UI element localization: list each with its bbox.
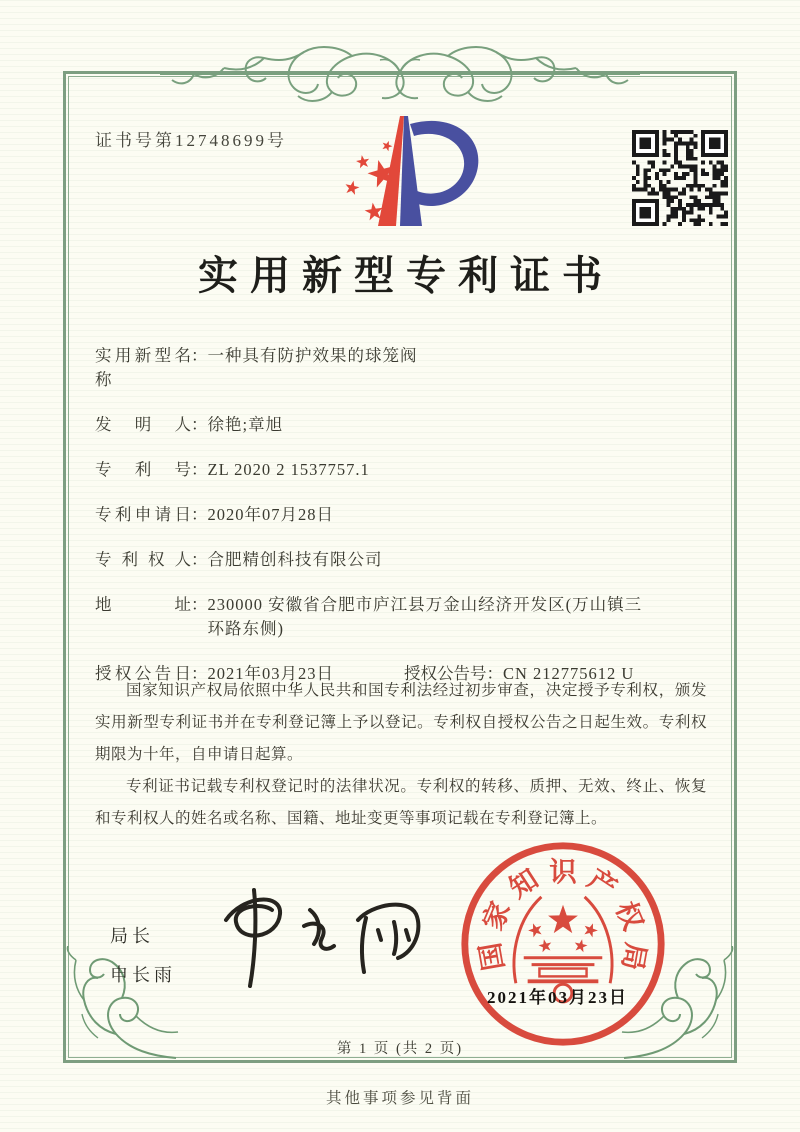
field-row-filing-date	[95, 503, 707, 527]
field-row-address	[95, 593, 707, 641]
field-colon: ：	[191, 346, 208, 365]
top-ornament-flourish	[160, 38, 640, 110]
field-colon: ：	[191, 505, 208, 524]
field-value: 230000 安徽省合肥市庐江县万金山经济开发区(万山镇三环路东侧)	[207, 595, 643, 638]
field-row-patent-number	[95, 458, 707, 482]
field-value: 一种具有防护效果的球笼阀	[207, 346, 418, 365]
official-seal	[455, 836, 671, 1052]
field-label: 专利权人	[95, 550, 191, 569]
grant-date-value: 2021年03月23日	[207, 664, 334, 683]
commissioner-title: 局长	[110, 926, 154, 946]
field-label: 实用新型名称	[95, 346, 191, 389]
commissioner-name: 申长雨	[110, 965, 176, 985]
field-row-patentee	[95, 548, 707, 572]
field-row-inventor	[95, 413, 707, 437]
field-value: 合肥精创科技有限公司	[207, 550, 383, 569]
field-label: 专利号	[95, 460, 191, 479]
seal-date: 2021年03月23日	[487, 988, 628, 1007]
grant-number-value: CN 212775612 U	[503, 664, 635, 683]
seal-char: 识	[549, 857, 577, 888]
legal-text	[95, 675, 707, 835]
field-colon: ：	[191, 550, 208, 569]
field-colon: ：	[191, 595, 208, 614]
seal-char: 产	[582, 863, 622, 904]
field-colon: ：	[191, 460, 208, 479]
field-label: 授权公告号	[404, 664, 487, 683]
seal-char: 国	[475, 940, 510, 973]
qr-code	[632, 130, 728, 226]
certificate-number: 证书号第12748699号	[95, 131, 287, 150]
legal-paragraph-1: 国家知识产权局依照中华人民共和国专利法经过初步审查，决定授予专利权，颁发实用新型专利证书并在专利登记簿上予以登记。专利权自授权公告之日起生效。专利权期限为十年，自申请日起算。	[95, 682, 707, 763]
seal-char: 家	[477, 897, 517, 935]
back-side-note: 其他事项参见背面	[325, 1090, 474, 1107]
field-colon: ：	[486, 664, 503, 683]
field-colon: ：	[191, 664, 208, 683]
legal-paragraph-2: 专利证书记载专利权登记时的法律状况。专利权的转移、质押、无效、终止、恢复和专利权人的姓名或名称、国籍、地址变更等事项记载在专利登记簿上。	[95, 778, 707, 827]
field-list	[95, 344, 707, 686]
field-label: 地址	[95, 595, 191, 614]
field-value: 徐艳;章旭	[207, 415, 284, 434]
page-number: 第 1 页 (共 2 页)	[336, 1041, 464, 1057]
field-label: 专利申请日	[95, 505, 191, 524]
field-row-utility-name	[95, 344, 707, 392]
cnipa-logo	[330, 110, 482, 238]
seal-char: 局	[616, 940, 651, 973]
field-value: ZL 2020 2 1537757.1	[207, 460, 370, 479]
certificate-title: 实用新型专利证书	[198, 253, 614, 298]
seal-char: 知	[504, 863, 544, 904]
field-colon: ：	[191, 415, 208, 434]
field-label: 授权公告日	[95, 664, 191, 683]
field-value: 2020年07月28日	[207, 505, 334, 524]
commissioner-signature	[210, 880, 440, 995]
seal-char: 权	[609, 897, 649, 935]
field-label: 发明人	[95, 415, 191, 434]
commissioner-block	[110, 922, 176, 1000]
